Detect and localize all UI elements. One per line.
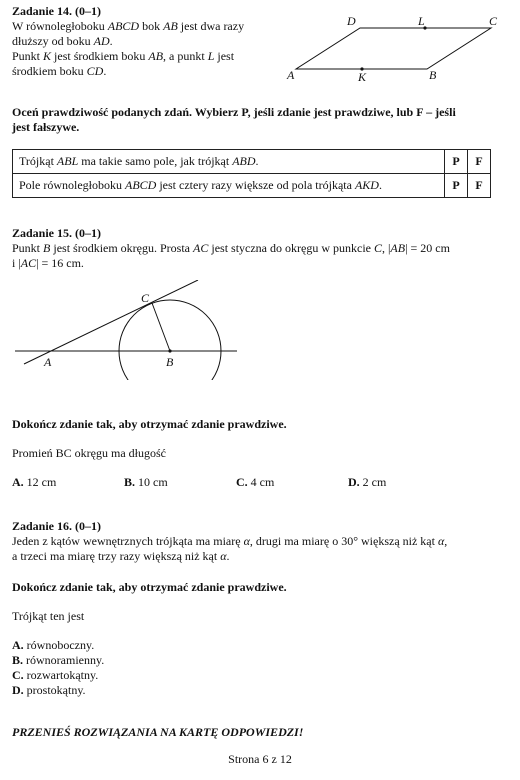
label-d: D bbox=[347, 14, 356, 28]
task-16-instruction: Dokończ zdanie tak, aby otrzymać zdanie prawdziwe. bbox=[12, 580, 287, 594]
label-l: L bbox=[418, 14, 425, 28]
option-f-1[interactable]: F bbox=[468, 150, 491, 174]
task-14-title: Zadanie 14. (0–1) bbox=[12, 4, 102, 18]
answer-a[interactable]: A. 12 cm bbox=[12, 475, 57, 489]
page-number: Strona 6 z 12 bbox=[228, 752, 292, 766]
true-false-table bbox=[12, 149, 491, 198]
answer-b[interactable]: B. równoramienny. bbox=[12, 653, 105, 667]
label-c: C bbox=[141, 291, 150, 305]
task-14-instruction: Oceń prawdziwość podanych zdań. Wybierz P, jeśli zdanie jest prawdziwe, lub F – jeśli jest fałszywe. bbox=[12, 105, 456, 134]
transfer-note: PRZENIEŚ ROZWIĄZANIA NA KARTĘ ODPOWIEDZI! bbox=[12, 725, 304, 739]
answer-d[interactable]: D. 2 cm bbox=[348, 475, 387, 489]
statement-1: Trójkąt ABL ma takie samo pole, jak trójkąt ABD. bbox=[13, 150, 445, 174]
option-p-1[interactable]: P bbox=[445, 150, 468, 174]
task-14-line-3: Punkt K jest środkiem boku AB, a punkt L jest bbox=[12, 49, 235, 63]
answer-c[interactable]: C. rozwartokątny. bbox=[12, 668, 99, 682]
task-15-line-1: Punkt B jest środkiem okręgu. Prosta AC jest styczna do okręgu w punkcie C, |AB| = 20 cm bbox=[12, 241, 450, 255]
label-b: B bbox=[166, 355, 174, 369]
option-f-2[interactable]: F bbox=[468, 174, 491, 198]
point-b bbox=[168, 349, 171, 352]
parallelogram-figure bbox=[0, 0, 520, 90]
task-16-title: Zadanie 16. (0–1) bbox=[12, 519, 102, 533]
label-b: B bbox=[429, 68, 437, 82]
task-15-title: Zadanie 15. (0–1) bbox=[12, 226, 102, 240]
task-14-line-1: W równoległoboku ABCD bok AB jest dwa razy bbox=[12, 19, 245, 33]
label-a: A bbox=[287, 68, 295, 82]
circle-tangent-figure bbox=[0, 280, 520, 380]
table-row bbox=[13, 150, 491, 174]
task-15-text bbox=[12, 226, 507, 271]
parallelogram-abcd bbox=[296, 28, 491, 69]
answer-a[interactable]: A. równoboczny. bbox=[12, 638, 95, 652]
task-16-stem: Trójkąt ten jest bbox=[12, 609, 85, 623]
task-16-line-2: a trzeci ma miarę trzy razy większą niż kąt α. bbox=[12, 549, 230, 563]
task-16-text bbox=[12, 519, 512, 564]
task-15-instruction: Dokończ zdanie tak, aby otrzymać zdanie prawdziwe. bbox=[12, 417, 287, 431]
task-14-line-2: dłuższy od boku AD. bbox=[12, 34, 113, 48]
table-row bbox=[13, 174, 491, 198]
label-c: C bbox=[489, 14, 498, 28]
task-16-answers bbox=[12, 638, 104, 698]
task-15-stem: Promień BC okręgu ma długość bbox=[12, 446, 166, 460]
radius-bc bbox=[152, 303, 170, 351]
answer-d[interactable]: D. prostokątny. bbox=[12, 683, 86, 697]
task-14-line-4: środkiem boku CD. bbox=[12, 64, 107, 78]
task-16-line-1: Jeden z kątów wewnętrznych trójkąta ma miarę α, drugi ma miarę o 30° większą niż kąt α, bbox=[12, 534, 448, 548]
statement-2: Pole równoległoboku ABCD jest cztery razy większe od pola trójkąta AKD. bbox=[13, 174, 445, 198]
answer-c[interactable]: C. 4 cm bbox=[236, 475, 275, 489]
label-k: K bbox=[358, 70, 367, 84]
option-p-2[interactable]: P bbox=[445, 174, 468, 198]
label-a: A bbox=[44, 355, 52, 369]
task-15-line-2: i |AC| = 16 cm. bbox=[12, 256, 84, 270]
answer-b[interactable]: B. 10 cm bbox=[124, 475, 168, 489]
